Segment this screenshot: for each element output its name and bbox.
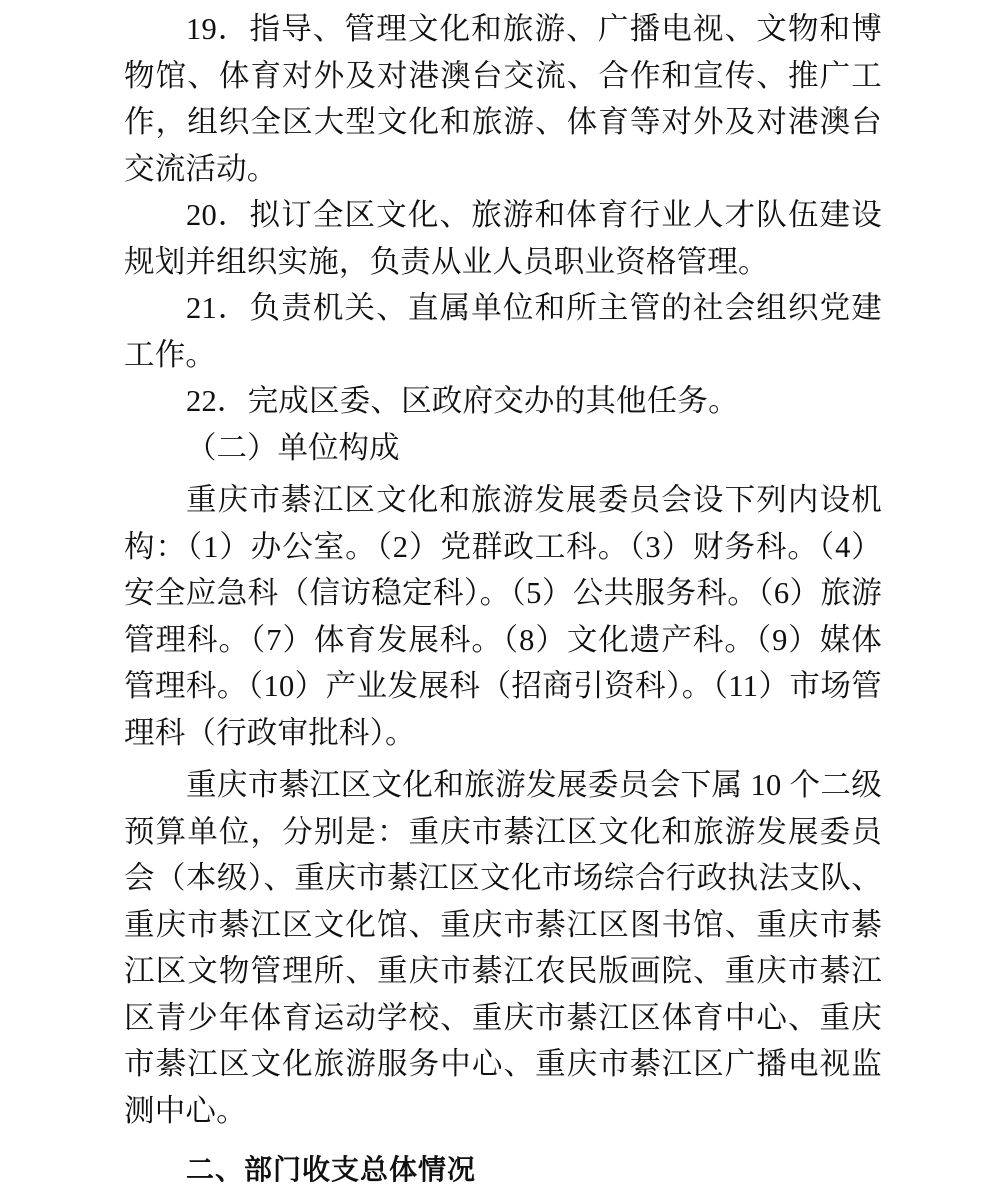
section-title-department-revenue-expenditure: 二、部门收支总体情况	[186, 1153, 477, 1186]
paragraph-internal-organs: 重庆市綦江区文化和旅游发展委员会设下列内设机构：（1）办公室。（2）党群政工科。（3）财务科。（4）安全应急科（信访稳定科）。（5）公共服务科。（6）旅游管理科。（7）体育发展科。（8）文化遗产科。（9）媒体管理科。（10）产业发展科（招商引资科）。（11）市场管理科（行政审批科）。	[124, 483, 882, 750]
paragraph-item-21: 21．负责机关、直属单位和所主管的社会组织党建工作。	[124, 291, 882, 372]
paragraph-item-20: 20．拟订全区文化、旅游和体育行业人才队伍建设规划并组织实施，负责从业人员职业资格管理。	[124, 198, 882, 279]
subheading-unit-composition: （二）单位构成	[186, 430, 400, 465]
paragraph-budget-units: 重庆市綦江区文化和旅游发展委员会下属 10 个二级预算单位，分别是：重庆市綦江区文化和旅游发展委员会（本级）、重庆市綦江区文化市场综合行政执法支队、重庆市綦江区文化馆、重庆市綦江区图书馆、重庆市綦江区文物管理所、重庆市綦江农民版画院、重庆市綦江区青少年体育运动学校、重庆市綦江区体育中心、重庆市綦江区文化旅游服务中心、重庆市綦江区广播电视监测中心。	[124, 768, 882, 1128]
paragraph-item-22: 22．完成区委、区政府交办的其他任务。	[186, 384, 739, 418]
spacer	[124, 1134, 882, 1148]
paragraph-item-19: 19．指导、管理文化和旅游、广播电视、文物和博物馆、体育对外及对港澳台交流、合作和宣传、推广工作，组织全区大型文化和旅游、体育等对外及对港澳台交流活动。	[124, 12, 882, 186]
